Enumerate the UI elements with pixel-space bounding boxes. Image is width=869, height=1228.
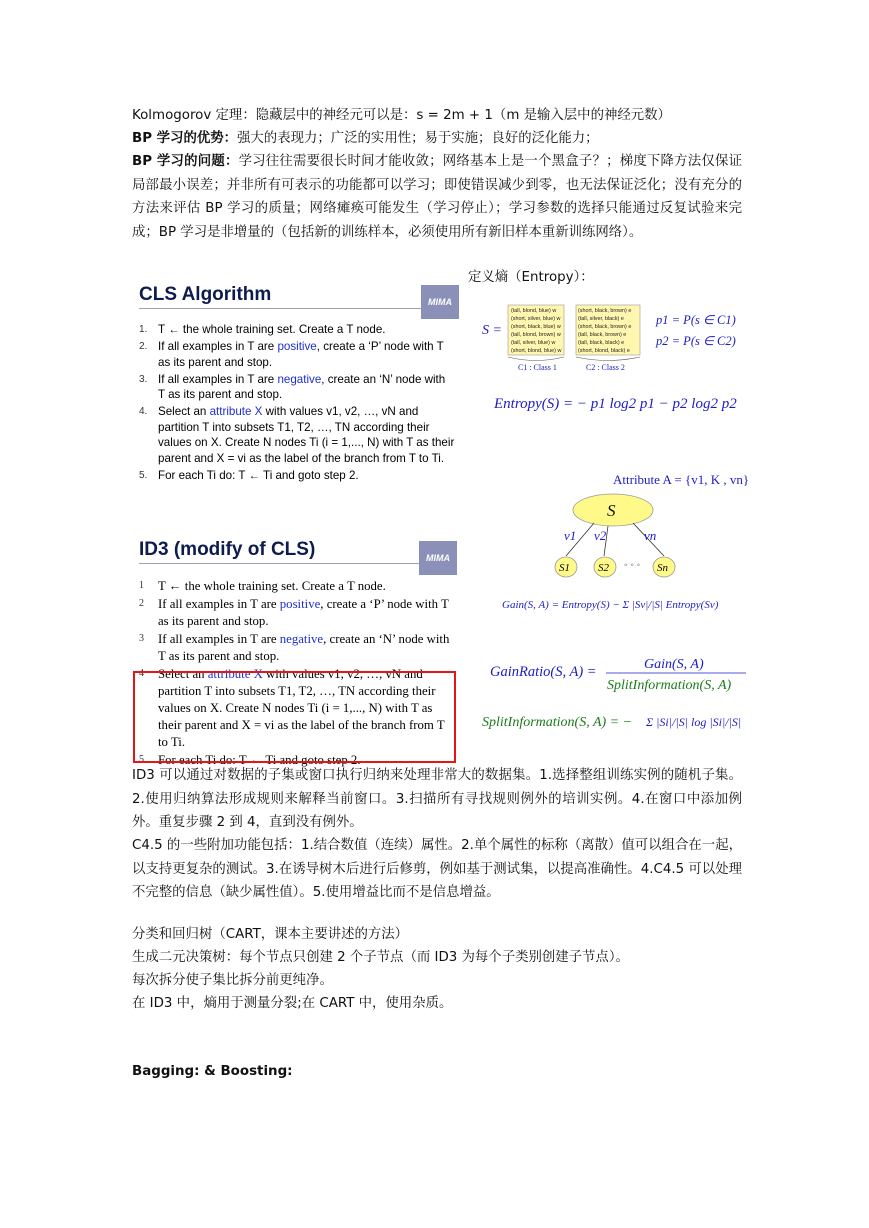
child-label-2: S2 [598, 562, 609, 574]
bp-advantages-label: BP 学习的优势： [132, 131, 238, 146]
gain-ratio-numerator: Gain(S, A) [644, 657, 704, 672]
cls-title-rule [139, 308, 421, 309]
branch-v2: v2 [594, 528, 607, 543]
bagging-boosting-heading: Bagging: & Boosting: [132, 1064, 293, 1079]
p2-formula: p2 = P(s ∈ C2) [656, 334, 736, 348]
class1-row-2: (short, silver, blue) w [511, 316, 561, 322]
class1-row-6: (short, blond, blue) w [511, 348, 562, 354]
class1-row-5: (tall, silver, blue) w [511, 340, 556, 346]
cls-step-4: 4. Select an attribute X with values v1, v2, …, vN and partition T into subsets T1, T2, …, TN according their values on X. Create N nodes Ti (i = 1,..., N) with T as their parent and X = vi as the label of the branch from T to Ti. [139, 405, 455, 465]
branch-v1: v1 [564, 528, 577, 543]
cart-binary: 生成二元决策树：每个节点只创建 2 个子节点（而 ID3 为每个子类别创建子节点）。 [132, 950, 629, 965]
child-label-n: Sn [657, 562, 668, 574]
entropy-caption: 定义熵（Entropy）： [468, 270, 594, 285]
class2-brace [576, 357, 640, 361]
class1-row-4: (tall, blond, brown) w [511, 332, 561, 338]
class2-row-6: (short, blond, black) e [578, 348, 630, 354]
split-info-rhs: Σ |Si|/|S| log |Si|/|S| [646, 715, 742, 729]
bp-problems-label: BP 学习的问题： [132, 154, 239, 169]
id3-title-rule [139, 563, 421, 564]
cart-impurity: 在 ID3 中，熵用于测量分裂;在 CART 中，使用杂质。 [132, 996, 453, 1011]
class1-caption: C1 : Class 1 [518, 363, 557, 372]
child-label-1: S1 [559, 562, 570, 574]
tree-figure [498, 468, 768, 618]
entropy-formula: Entropy(S) = − p1 log2 p1 − p2 log2 p2 [494, 396, 737, 412]
ellipsis: ◦ ◦ ◦ [624, 560, 641, 571]
id3-step-1: 1 T ← the whole training set. Create a T node. [139, 579, 386, 593]
class1-row-3: (short, black, blue) w [511, 324, 561, 330]
cls-step-2: 2. If all examples in T are positive, create a ‘P’ node with T as its parent and stop. [139, 340, 444, 369]
kolmogorov-text: Kolmogorov 定理：隐藏层中的神经元可以是：s = 2m + 1（m 是输入层中的神经元数） [132, 108, 671, 123]
class2-row-4: (tall, black, brown) e [578, 332, 627, 338]
class1-row-1: (tall, blond, blue) w [511, 308, 557, 314]
id3-step-2: 2 If all examples in T are positive, create a ‘P’ node with T as its parent and stop. [139, 597, 449, 629]
mima-logo: MIMA [419, 541, 457, 575]
mima-logo: MIMA [421, 285, 459, 319]
branch-vn: vn [644, 528, 657, 543]
gain-ratio-lhs: GainRatio(S, A) = [490, 664, 597, 680]
cls-slide [133, 280, 459, 496]
bp-advantages [132, 127, 742, 151]
bp-advantages-text: 强大的表现力；广泛的实用性；易于实施；良好的泛化能力； [237, 131, 599, 146]
cls-step-5: 5. For each Ti do: T ← Ti and goto step 2. [139, 468, 359, 482]
class2-row-2: (tall, silver, black) e [578, 316, 624, 322]
class2-row-1: (short, black, brown) e [578, 308, 632, 314]
cls-step-1: 1. T ← the whole training set. Create a T node. [139, 323, 386, 336]
class2-caption: C2 : Class 2 [586, 363, 625, 372]
cart-heading: 分类和回归树（CART，课本主要讲述的方法） [132, 927, 409, 942]
cls-steps [139, 322, 455, 485]
id3-step-5: 5 For each Ti do: T ← Ti and goto step 2. [139, 752, 361, 767]
attribute-label: Attribute A = {v1, K , vn} [613, 472, 750, 487]
id3-title: ID3 (modify of CLS) [139, 539, 316, 560]
cart-purity: 每次拆分使子集比拆分前更纯净。 [132, 973, 333, 988]
highlight-box [133, 671, 456, 763]
id3-description: ID3 可以通过对数据的子集或窗口执行归纳来处理非常大的数据集。1.选择整组训练实例的随机子集。2.使用归纳算法形成规则来解释当前窗口。3.扫描所有寻找规则例外的培训实例。4.在窗口中添加例外。重复步骤 2 到 4，直到没有例外。 [132, 768, 742, 830]
class1-brace [508, 357, 564, 361]
p1-formula: p1 = P(s ∈ C1) [656, 313, 736, 327]
id3-step-4: 4 Select an attribute X with values v1, v2, …, vN and partition T into subsets T1, T2, …, TN according their values on X. Create N nodes Ti (i = 1,..., N) with T as their parent and X = vi as the label of the branch from T to Ti. [139, 667, 445, 749]
cls-title: CLS Algorithm [139, 284, 272, 305]
c45-description: C4.5 的一些附加功能包括：1.结合数值（连续）属性。2.单个属性的标称（离散）值可以组合在一起，以支持更复杂的测试。3.在诱导树木后进行后修剪，例如基于测试集，以提高准确性。4.C4.5 可以处理不完整的信息（缺少属性值）。5.使用增益比而不是信息增益。 [132, 838, 742, 900]
id3-step-3: 3 If all examples in T are negative, create an ‘N’ node with T as its parent and stop. [139, 632, 450, 664]
gain-ratio-figure [480, 648, 765, 748]
split-info-lhs: SplitInformation(S, A) = − [482, 715, 633, 730]
class2-row-5: (tall, black, black) e [578, 340, 625, 346]
bp-problems-text: 学习往往需要很长时间才能收敛；网络基本上是一个黑盒子？；梯度下降方法仅保证局部最小误差；并非所有可表示的功能都可以学习；即使错误减少到零，也无法保证泛化；没有充分的方法来评估 BP 学习的质量；网络瘫痪可能发生（学习停止）；学习参数的选择只能通过反复试验来完成；BP 学习是非增量的（包括新的训练样本，必须使用所有新旧样本重新训练网络）。 [132, 154, 742, 240]
cls-step-3: 3. If all examples in T are negative, create an ‘N’ node with T as its parent and stop. [139, 372, 446, 401]
root-label: S [607, 501, 616, 520]
entropy-figure [478, 300, 758, 420]
gain-ratio-denominator: SplitInformation(S, A) [607, 678, 732, 693]
class2-row-3: (short, black, brown) e [578, 324, 632, 330]
bp-problems [132, 150, 742, 244]
gain-formula: Gain(S, A) = Entropy(S) − Σ |Sv|/|S| Entropy(Sv) [502, 599, 719, 611]
entropy-s-label: S = [482, 323, 502, 338]
